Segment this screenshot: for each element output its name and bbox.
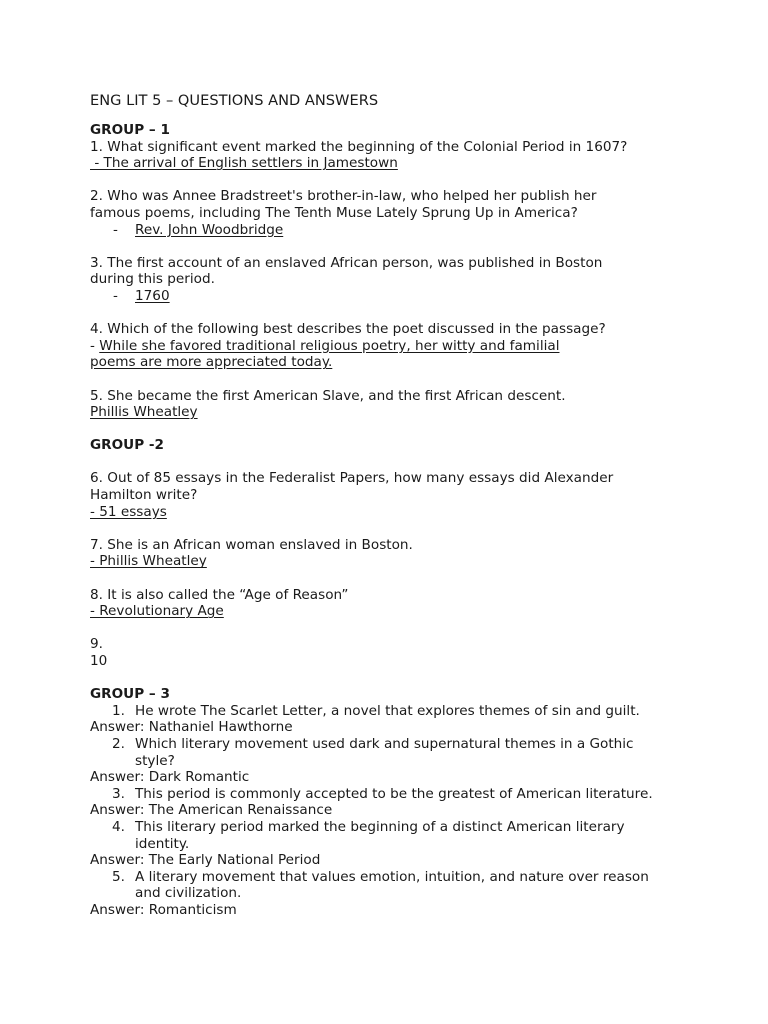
answer-4-prefix: -: [90, 337, 100, 354]
spacer: [90, 454, 690, 471]
spacer: [90, 421, 690, 438]
question-5: 5. She became the first American Slave, and the first African descent.: [90, 387, 566, 404]
answer-7: [90, 553, 690, 570]
item-question-line-1: This period is commonly accepted to be the greatest of American literature.: [135, 785, 653, 802]
bullet-dash: -: [113, 221, 118, 238]
spacer: [90, 371, 690, 388]
question-3-line-2: during this period.: [90, 271, 215, 288]
answer-8-text: - Revolutionary Age: [90, 603, 224, 620]
item-number: 4.: [112, 818, 125, 835]
spacer: [90, 520, 690, 537]
item-answer: Answer: Romanticism: [90, 901, 237, 918]
group-3-item: [90, 869, 690, 902]
item-question-line-2: identity.: [135, 835, 190, 852]
item-number: 1.: [112, 702, 125, 719]
document-title: ENG LIT 5 – QUESTIONS AND ANSWERS: [90, 92, 379, 109]
item-answer: Answer: Nathaniel Hawthorne: [90, 719, 293, 736]
group-3-item: [90, 786, 690, 803]
group-3-item: [90, 703, 690, 720]
answer-5-text: Phillis Wheatley: [90, 404, 198, 421]
item-question-line-1: This literary period marked the beginning of a distinct American literary: [135, 818, 625, 835]
question-1: 1. What significant event marked the beginning of the Colonial Period in 1607?: [90, 138, 628, 155]
answer-3-text: 1760: [135, 287, 170, 304]
answer-6: [90, 504, 690, 521]
item-number: 5.: [112, 868, 125, 885]
question-2-line-1: 2. Who was Annee Bradstreet's brother-in-law, who helped her publish her: [90, 188, 597, 205]
item-question-line-1: He wrote The Scarlet Letter, a novel that explores themes of sin and guilt.: [135, 702, 640, 719]
spacer: [90, 172, 690, 189]
group-3-item: [90, 819, 690, 852]
answer-7-text: - Phillis Wheatley: [90, 553, 207, 570]
item-number: 3.: [112, 785, 125, 802]
question-7: 7. She is an African woman enslaved in Boston.: [90, 536, 413, 553]
answer-1-text: - The arrival of English settlers in Jamestown: [90, 155, 398, 172]
item-question-line-2: and civilization.: [135, 885, 242, 902]
bullet-dash: -: [113, 287, 118, 304]
question-6-line-2: Hamilton write?: [90, 487, 198, 504]
spacer: [90, 238, 690, 255]
item-answer: Answer: Dark Romantic: [90, 769, 250, 786]
question-6-line-1: 6. Out of 85 essays in the Federalist Papers, how many essays did Alexander: [90, 470, 614, 487]
answer-4-line-1: [90, 338, 690, 355]
spacer: [90, 570, 690, 587]
answer-2: [90, 222, 690, 239]
spacer: [90, 305, 690, 322]
question-8: 8. It is also called the “Age of Reason”: [90, 586, 349, 603]
answer-6-text: - 51 essays: [90, 503, 167, 520]
question-10: 10: [90, 653, 108, 669]
group-1-heading: GROUP – 1: [90, 122, 170, 138]
item-question-line-1: A literary movement that values emotion, intuition, and nature over reason: [135, 868, 649, 885]
item-answer: Answer: The Early National Period: [90, 852, 321, 869]
answer-3: [90, 288, 690, 305]
answer-8: [90, 603, 690, 620]
spacer: [90, 670, 690, 687]
answer-4-text-2: poems are more appreciated today.: [90, 354, 333, 371]
document-page: [90, 92, 690, 919]
answer-4-text-1: While she favored traditional religious poetry, her witty and familial: [99, 337, 560, 354]
question-9: 9.: [90, 636, 103, 653]
question-4: 4. Which of the following best describes the poet discussed in the passage?: [90, 321, 606, 338]
answer-4-line-2: [90, 354, 690, 371]
group-3-item: [90, 736, 690, 769]
item-question-line-1: Which literary movement used dark and supernatural themes in a Gothic: [135, 735, 634, 752]
question-3-line-1: 3. The first account of an enslaved African person, was published in Boston: [90, 254, 603, 271]
group-2-heading: GROUP -2: [90, 437, 165, 454]
answer-5: [90, 404, 690, 421]
answer-1: [90, 155, 690, 172]
spacer: [90, 620, 690, 637]
group-3-heading: GROUP – 3: [90, 686, 170, 703]
item-number: 2.: [112, 735, 125, 752]
question-2-line-2: famous poems, including The Tenth Muse Lately Sprung Up in America?: [90, 204, 578, 221]
answer-2-text: Rev. John Woodbridge: [135, 221, 284, 238]
item-question-line-2: style?: [135, 752, 175, 769]
item-answer: Answer: The American Renaissance: [90, 802, 333, 819]
